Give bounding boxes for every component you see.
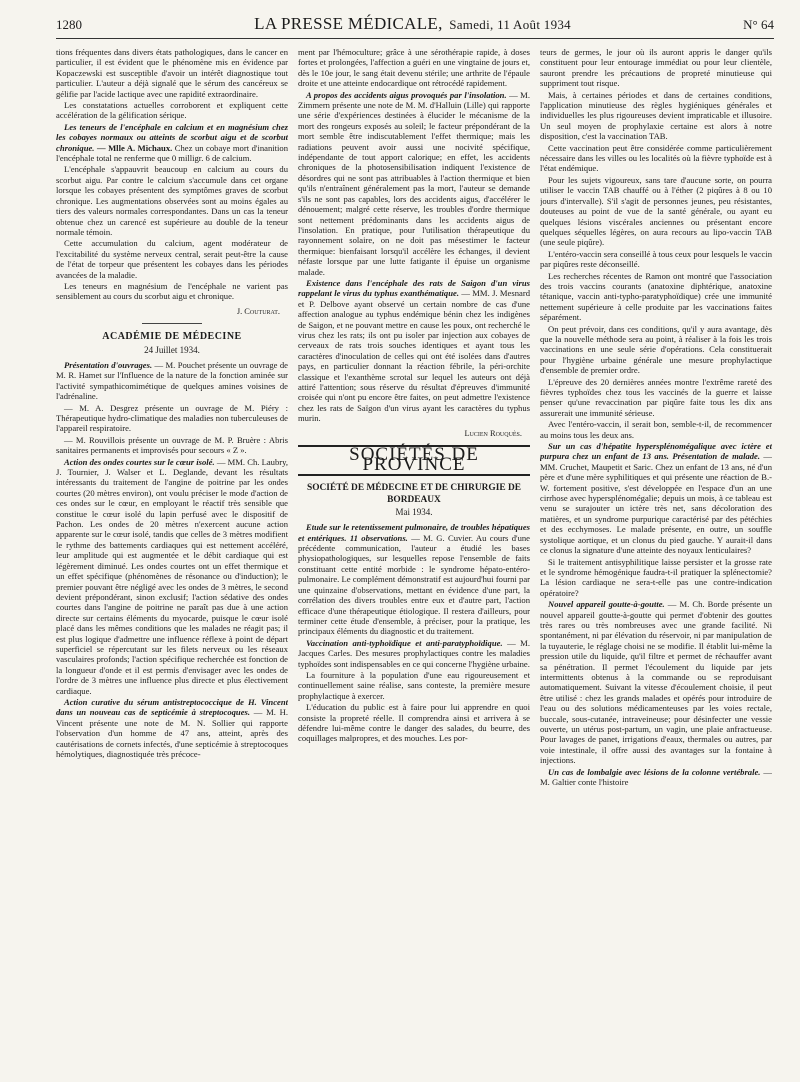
section-heading: ACADÉMIE DE MÉDECINE <box>102 331 242 343</box>
article-text: — MM. J. Mesnard et P. Delbove ayant observé un certain nombre de cas d'une affection analogue au typhus endémique bénin chez les indigènes de Saigon, et ne pouvant mettre en cause les poux, ont recherché le virus chez les rats; ils ont pu isoler par injection aux cobayes de cerveaux de rats trois souches identiques et ayant tous les caractères d'inoculation de celles qui ont été isolées dans d'autres pays, en particulier donnant la réaction fébrile, la péri-orchite classique et l'exanthème scrotal sur lequel les auteurs ont déjà attiré l'attention; sous réserve du résultat d'épreuves d'immunité croisée qui n'ont pu encore être faites, on peut admettre l'existence chez les rats de Saïgon d'un virus ayant les caractères du typhus murin. <box>298 288 530 424</box>
issue-number: N° 64 <box>743 17 774 32</box>
issue-date: Samedi, 11 Août 1934 <box>449 17 571 32</box>
paragraph: Si le traitement antisyphilitique laisse persister et la grosse rate et le syndrome hémogénique faudra-t-il pratiquer la splénectomie? La lésion cardiaque ne sera-t-elle pas une contre-indication opératoire? <box>540 556 772 598</box>
paragraph: Avec l'entéro-vaccin, il serait bon, semble-t-il, de recommencer au moins tous les deux ans. <box>540 419 772 440</box>
signature: J. Couturat. <box>236 306 280 316</box>
article <box>56 457 288 696</box>
paragraph: Cette accumulation du calcium, agent modérateur de l'excitabilité du système nerveux central, serait peut-être la cause de l'état de torpeur que présentent les cobayes dans les périodes avancées de la maladie. <box>56 238 288 280</box>
article-text: — M. Galtier conte l'histoire <box>540 766 772 788</box>
article-title: Etude sur le retentissement pulmonaire, de troubles hépatiques et entériques. 11 observations. <box>298 522 530 543</box>
paragraph: Cette vaccination peut être considérée comme particulièrement nécessaire dans les villes ou les localités où la fièvre typhoïde est à l'état endémique. <box>540 142 772 174</box>
article-text: Chez un cobaye mort d'inanition l'encéphale total ne renferme que 0 milligr. 6 de calcium. <box>56 142 288 164</box>
paragraph: Mais, à certaines périodes et dans de certaines conditions, l'application minutieuse des règles hygiéniques générales et individuelles les plus rigoureuses devient impraticable et illusoire. Un seul moyen de prophylaxie certaine est alors à notre disposition, c'est la vaccination TAB. <box>540 89 772 142</box>
article-text: — M. G. Cuvier. Au cours d'une précédente communication, l'auteur a étudié les bases physiopathologiques, sur lesquelles repose l'ensemble de faits constituant cette entité morbide : le syndrome hépato-entéro-pulmonaire. Le complément démonstratif est aujourd'hui fourni par une quinzaine d'observations, mettant en évidence d'une part, la corrélation des divers troubles entre eux et d'autre part, l'action efficace d'une thérapeutique étiologique. Il restera d'ailleurs, pour terminer cette étude d'ensemble, à préciser, pour la pratique, les principaux éléments du diagnostic et du traitement. <box>298 532 530 637</box>
paragraph: On peut prévoir, dans ces conditions, qu'il y aura avantage, dès que la nouvelle méthode sera au point, à réaliser à la fois les trois vaccinations en une seule série d'opérations. Cela constituerait pour l'hygiène urbaine générale une mesure prophylactique d'ensemble de premier ordre. <box>540 323 772 376</box>
article <box>56 122 288 164</box>
signature: Lucien Rouquès. <box>464 428 522 438</box>
journal-name: LA PRESSE MÉDICALE, <box>254 14 443 33</box>
article-text: — MM. Ch. Laubry, J. Tournier, J. Walser et L. Deglande, devant les résultats intéressants du traitement de l'angine de poitrine par les ondes courtes (20 mètres environ), ont voulu préciser le mode d'action de ces ondes sur le cœur, en employant le réactif très sensible que constitue le cœur isolé du lapin perfusé avec le dispositif de Pachon. Les ondes de 20 mètres n'exercent aucune action apparente sur le cœur isolé, tandis que celles de 3 mètres modifient le rythme des battements cardiaques qui est nettement accéléré, leur amplitude qui est augmentée et le débit cardiaque qui est légèrement diminué. Les ondes courtes ont un effet thermique et un effet spécifique (phénomènes de résonance ou d'induction); le premier pouvant être négligé avec les ondes de 3 mètres, le second devient prépondérant, sinon exclusif; l'action sédative des ondes courtes dans l'angine de poitrine ne paraît pas due à une action directe sur certains éléments du myocarde, puisque le cœur isolé placé dans les mêmes conditions que les malades ne réagit pas; il est plus logique d'admettre une influence réflexe à point de départ superficiel se répercutant sur les filets nerveux ou les réseaux vasculaires profonds; l'action spécifique recherchée est fonction de la longueur d'onde et il est permis d'envisager avec les ondes de l'ordre de 3 mètres une influence plus directe et plus électivement cardiaque. <box>56 456 288 696</box>
page-number: 1280 <box>56 17 82 32</box>
divider <box>142 323 202 324</box>
article-text: — M. Pouchet présente un ouvrage de M. R. Hamet sur l'Influence de la nature de la fonction aminée sur l'activité sympathicomimétique de quelques amines voisines de l'adrénaline. <box>56 359 288 402</box>
paragraph: — M. A. Desgrez présente un ouvrage de M. Piéry : Thérapeutique hydro-climatique des maladies non tuberculeuses de l'appareil respiratoire. <box>56 402 288 434</box>
article-title: Nouvel appareil goutte-à-goutte. <box>548 599 665 610</box>
article <box>540 767 772 788</box>
article <box>56 360 288 402</box>
article-text: — MM. Cruchet, Maupetit et Saric. Chez un enfant de 13 ans, né d'un père et d'une mère syphilitiques et qui présente une réaction de B.-W. fortement positive, s'est développée en l'espace d'un an une cirrhose avec hypersplénomégalie; depuis un mois, à ce tableau est venu se surajouter un ictère très net, sans décoloration des matières, et un syndrome purpurique caractérisé par des pétéchies et des ecchymoses. Le malade présente, en outre, un souffle systolique aortique, et un clonus du pied gauche. Y aurait-il dans ce clonus la signature d'une atteinte des noyaux lenticulaires? <box>540 451 772 556</box>
article-title: Vaccination anti-typhoïdique et anti-paratyphoïdique. <box>306 637 503 648</box>
societies-title: SOCIÉTÉS DE PROVINCE <box>349 444 479 476</box>
article <box>298 90 530 277</box>
columns <box>56 47 774 1077</box>
paragraph: Pour les sujets vigoureux, sans tare d'aucune sorte, on pourra utiliser le vaccin TAB chauffé ou à l'éther (2 piqûres à 8 ou 10 jours d'intervalle). S'il s'agit de personnes jeunes, peu résistantes, douteuses au point de vue de la santé générale, ou ayant eu quelques lésions viscérales anciennes ou présentant encore quelques séquelles légères, on aura recours au lipo-vaccin TAB (une seule piqûre). <box>540 174 772 248</box>
article-author: — Mlle A. Michaux. <box>96 142 173 153</box>
article <box>298 522 530 636</box>
paragraph: ment par l'hémoculture; grâce à une sérothérapie rapide, à doses fortes et prolongées, l'affection a guéri en une vingtaine de jours et, dès le 10e jour, le sang était devenu stérile; une arthrite de l'épaule droite et une atteinte endocardique ont rétrocédé rapidement. <box>298 47 530 89</box>
society-name: SOCIÉTÉ DE MÉDECINE ET DE CHIRURGIE DE BORDEAUX <box>307 482 521 505</box>
paragraph: L'épreuve des 20 dernières années montre l'extrême rareté des fièvres typhoïdes chez tous les vaccinés de la guerre et laisse penser qu'une revaccination par piqûre faite tous les dix ans assurerait une immunité sérieuse. <box>540 376 772 418</box>
paragraph: La fourniture à la population d'une eau rigoureusement et continuellement saine réalise, sans conteste, la première mesure prophylactique à exercer. <box>298 669 530 701</box>
paragraph: L'éducation du public est à faire pour lui apprendre en quoi consiste la propreté réelle. Il comprendra ainsi et arrivera à se défendre lui-même contre le danger des salades, du beurre, des coquillages malpropres, et des mouches. Les por- <box>298 702 530 744</box>
section-date: 24 Juillet 1934. <box>144 344 200 355</box>
article-title: Présentation d'ouvrages. <box>64 359 153 370</box>
paragraph: tions fréquentes dans divers états pathologiques, dans le cancer en particulier, il est évident que le phénomène mis en évidence par Kopaczewski est susceptible d'avoir un intérêt diagnostique tout particulier. L'auteur a déjà signalé que le sérum des cancéreux se gélifie par l'acide lactique avec une rapidité extraordinaire. <box>56 47 288 99</box>
article-title: Les teneurs de l'encéphale en calcium et en magnésium chez les cobayes normaux ou atteints de scorbut aigu et de scorbut chronique. <box>56 121 288 153</box>
article <box>540 441 772 555</box>
article-text: — M. Jacques Carles. Des mesures prophylactiques contre les maladies typhoïdes sont indispensables en ce qui concerne l'hygiène urbaine. <box>298 637 530 669</box>
article-text: — M. H. Vincent présente une note de M. N. Sollier qui rapporte l'observation d'un homme de 47 ans, atteint, après des cautérisations de cornets infectés, d'une septicémie à streptocoques hémolytiques, diagnostiquée très précoce- <box>56 707 288 759</box>
article-title: A propos des accidents aigus provoqués par l'insolation. <box>306 89 507 100</box>
paragraph: teurs de germes, le jour où ils auront appris le danger qu'ils constituent pour leur entourage immédiat ou pour leur clientèle, sauront prendre les précautions de propreté minutieuse qui suppriment tout risque. <box>540 47 772 89</box>
article-title: Sur un cas d'hépatite hypersplénomégalique avec ictère et purpura chez un enfant de 13 ans. Présentation de malade. <box>540 441 772 462</box>
paragraph: Les recherches récentes de Ramon ont montré que l'association des trois vaccins courants (anatoxine diphtérique, anatoxine tétanique, vaccin anti-typho-paratyphoïdique) crée une immunité nettement supérieure à celle produite par les vaccinations faites séparément. <box>540 270 772 323</box>
column-3 <box>540 47 772 1077</box>
paragraph: Les constatations actuelles corroborent et expliquent cette accélération de la gélification sérique. <box>56 100 288 121</box>
paragraph: L'encéphale s'appauvrit beaucoup en calcium au cours du scorbut aigu. Par contre le calcium s'accumule dans cet organe lorsque les cobayes présentent des symptômes graves de scorbut chronique. Les augmentations observées sont au moins égales au tiers des valeurs normales correspondantes. Dans un cas la teneur obtenue chez un carencé est supérieure au double de la teneur normale témoin. <box>56 164 288 237</box>
article-title: Existence dans l'encéphale des rats de Saigon d'un virus rappelant le virus du typhus exanthématique. <box>298 277 530 299</box>
article <box>56 697 288 759</box>
article-title: Action curative du sérum antistreptococcique de H. Vincent dans un nouveau cas de septicémie à streptocoques. <box>56 696 288 718</box>
article-text: — M. Ch. Borde présente un nouvel appareil goutte-à-goutte qui permet d'obtenir des gouttes très rares ou très nombreuses avec une grande facilité. Ni spontanément, ni par élévation du réservoir, ni par manipulation de la tuyauterie, le réglage choisi ne se modifie. Il établit lui-même la pression utile du liquide, qu'il filtre et permet de réchauffer avant sa pénétration. Il permet l'écoulement du liquide par jets intermittents obtenus à la commande ou se reproduisant automatiquement. Suivant la vitesse d'écoulement choisie, il peut être utilisé : chez les grands malades et opérés pour introduire de l'eau ou des solutions médicamenteuses par les voies rectale, buccale, sous-cutanée, intraveineuse; pour désinfecter une vessie ouverte, un utérus post-partum, un vagin, une plaie anfractueuse. Pour lavages de panet, irrigations d'eaux, thermales ou autres, par voie intestinale, il offre aussi des avantages sur la fontaine à injections. <box>540 599 772 766</box>
article <box>540 599 772 766</box>
article <box>298 638 530 669</box>
article-title: Action des ondes courtes sur le cœur isolé. <box>64 456 215 467</box>
page-header <box>56 14 774 39</box>
article <box>298 278 530 424</box>
societies-banner <box>298 445 530 476</box>
column-2 <box>298 47 530 1077</box>
column-1 <box>56 47 288 1077</box>
paragraph: Les teneurs en magnésium de l'encéphale ne varient pas sensiblement au cours du scorbut aigu et chronique. <box>56 280 288 302</box>
article-text: — M. Zimmern présente une note de M. M. d'Halluin (Lille) qui rapporte une série d'expériences destinées à élucider le mécanisme de la mort des rongeurs exposés au soleil; le facteur prépondérant de la mort semble être indiscutablement l'effet thermique; mais les radiations peuvent avoir aussi une nocivité spécifique, indépendante de tout apport calorique; en effet, les accidents chroniques de la photosensibilisation indiquent l'existence de désordres qui ne sont pas attribuables à l'action thermique et bien qu'ils n'entraînent généralement pas la mort, l'auteur se demande s'ils ne sont pas capables, lors des accidents aigus, d'accélérer le dénouement; malgré cette réserve, les troubles d'ordre thermique sont nettement prédominants dans les accidents aigus de l'insolation. En pratique, pour l'utilisation thérapeutique du rayonnement solaire, on ne doit pas mésestimer le facteur thermique: bienfaisant lorsqu'il accélère les échanges, il devient néfaste lorsque par une lutte fatigante il épuise un organisme malade. <box>298 89 530 277</box>
paragraph: — M. Rouvillois présente un ouvrage de M. P. Bruère : Abris sanitaires permanents et improvisés pour secours « Z ». <box>56 434 288 456</box>
article-title: Un cas de lombalgie avec lésions de la colonne vertébrale. <box>548 766 761 777</box>
paragraph: L'entéro-vaccin sera conseillé à tous ceux pour lesquels le vaccin par piqûres reste déconseillé. <box>540 248 772 270</box>
society-date: Mai 1934. <box>395 506 433 517</box>
journal-title <box>254 14 571 34</box>
